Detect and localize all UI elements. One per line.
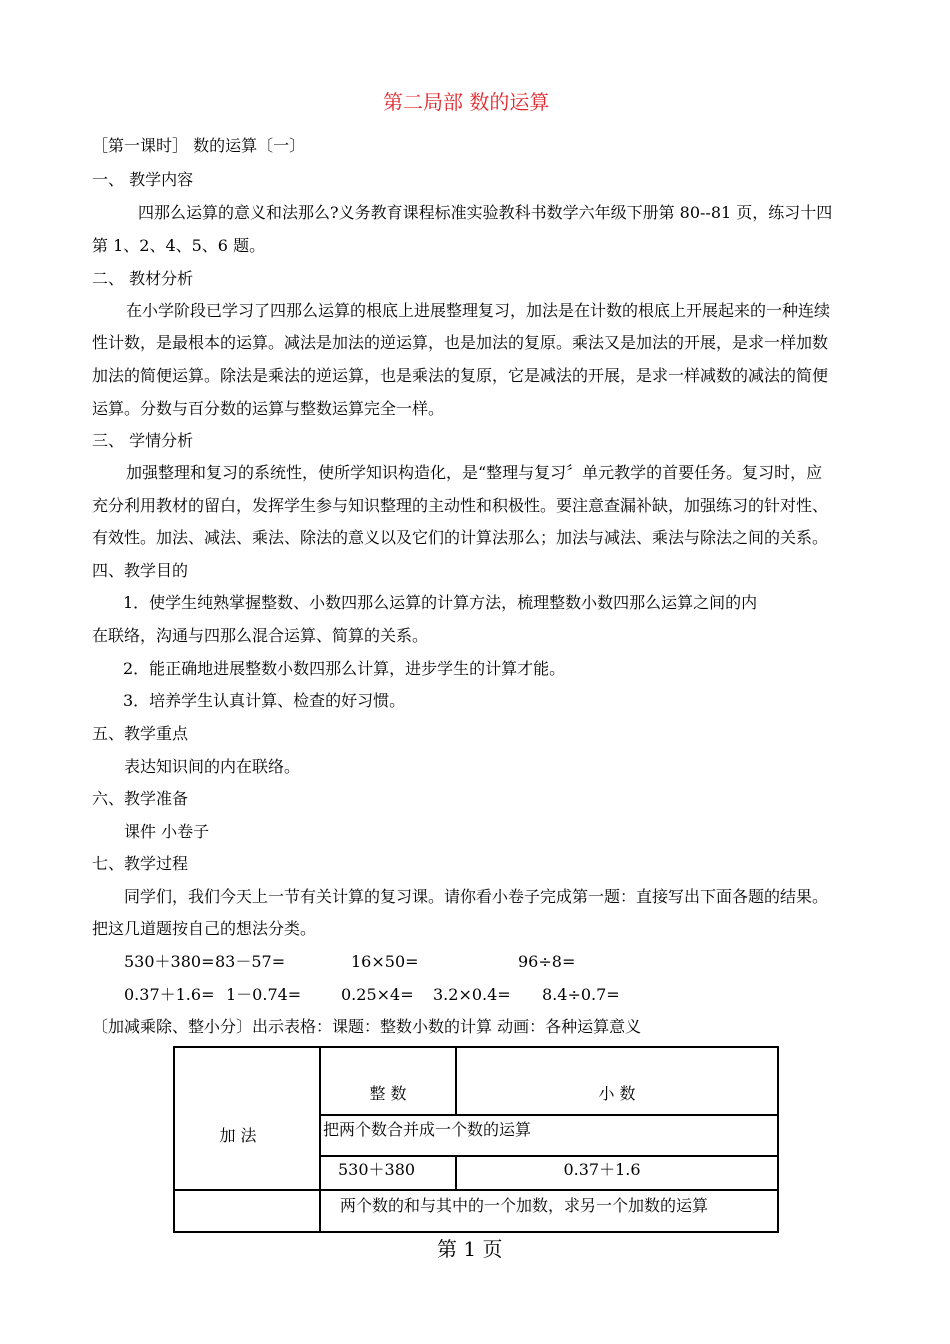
paragraph-line: 性计数，是最根本的运算。减法是加法的逆运算，也是加法的复原。乘法又是加法的开展，是求一样加数 — [92, 333, 829, 352]
table-border — [777, 1046, 779, 1233]
table-cell-decimal-example: 0.37＋1.6 — [563, 1160, 641, 1179]
section-heading: 六、教学准备 — [92, 789, 189, 808]
table-border — [455, 1046, 457, 1116]
paragraph-line: 表达知识间的内在联络。 — [124, 757, 301, 776]
paragraph-line: 运算。分数与百分数的运算与整数运算完全一样。 — [92, 399, 445, 418]
exercise: 96÷8= — [518, 952, 576, 971]
table-header-integer: 整 数 — [369, 1084, 407, 1103]
exercise: 0.37＋1.6= — [124, 985, 215, 1004]
paragraph-line: 四那么运算的意义和法那么?义务教育课程标准实验教科书数学六年级下册第 80--81 页，练习十四 — [138, 203, 833, 222]
table-border — [173, 1231, 779, 1233]
table-border — [319, 1155, 779, 1157]
table-cell-inverse: 两个数的和与其中的一个加数，求另一个加数的运算 — [340, 1196, 709, 1215]
section-heading: 二、 教材分析 — [92, 269, 194, 288]
paragraph-line: 在小学阶段已学习了四那么运算的根底上进展整理复习，加法是在计数的根底上开展起来的一种连续 — [126, 301, 831, 320]
exercise: 3.2×0.4= — [433, 985, 511, 1004]
exercise: 1－0.74= — [226, 985, 302, 1004]
paragraph-line: 加法的简便运算。除法是乘法的逆运算，也是乘法的复原，它是减法的开展，是求一样减数的减法的简便 — [92, 366, 829, 385]
exercise: 83－57= — [215, 952, 286, 971]
paragraph-line: 课件 小卷子 — [124, 822, 210, 841]
section-heading: 七、教学过程 — [92, 854, 189, 873]
paragraph-line: 有效性。加法、减法、乘法、除法的意义以及它们的计算法那么；加法与减法、乘法与除法之间的关系。 — [92, 528, 829, 547]
exercise: 16×50= — [351, 952, 419, 971]
section-heading: 四、教学目的 — [92, 561, 189, 580]
section-heading: 三、 学情分析 — [92, 431, 194, 450]
paragraph-line: 第 1、2、4、5、6 题。 — [92, 236, 266, 255]
paragraph-line: 在联络，沟通与四那么混合运算、简算的关系。 — [92, 626, 429, 645]
paragraph-line: 2．能正确地进展整数小数四那么计算，进步学生的计算才能。 — [123, 659, 566, 678]
table-border — [173, 1189, 779, 1191]
exercise: 530＋380= — [124, 952, 215, 971]
paragraph-line: 1．使学生纯熟掌握整数、小数四那么运算的计算方法，梳理整数小数四那么运算之间的内 — [123, 593, 758, 612]
table-cell-meaning: 把两个数合并成一个数的运算 — [323, 1120, 532, 1139]
table-border — [319, 1046, 321, 1233]
paragraph-line: 同学们，我们今天上一节有关计算的复习课。请你看小卷子完成第一题：直接写出下面各题的结果。 — [124, 887, 829, 906]
exercise: 8.4÷0.7= — [542, 985, 620, 1004]
paragraph-line: 把这几道题按自己的想法分类。 — [92, 919, 317, 938]
page-number: 第 1 页 — [437, 1237, 503, 1261]
table-border — [319, 1114, 779, 1116]
exercise: 0.25×4= — [341, 985, 414, 1004]
table-header-decimal: 小 数 — [598, 1084, 636, 1103]
lesson-label: ［第一课时］ 数的运算〔一〕 — [92, 136, 306, 155]
page-title: 第二局部 数的运算 — [383, 90, 550, 114]
section-heading: 五、教学重点 — [92, 724, 189, 743]
table-row-label: 加 法 — [219, 1126, 257, 1145]
paragraph-line: 加强整理和复习的系统性，使所学知识构造化，是“整理与复习〞单元教学的首要任务。复习时，应 — [126, 463, 823, 482]
table-border — [173, 1046, 779, 1048]
table-cell-integer-example: 530＋380 — [338, 1160, 416, 1179]
table-intro: 〔加减乘除、整小分〕出示表格：课题：整数小数的计算 动画：各种运算意义 — [92, 1017, 642, 1036]
section-heading: 一、 教学内容 — [92, 170, 194, 189]
paragraph-line: 充分利用教材的留白，发挥学生参与知识整理的主动性和积极性。要注意查漏补缺，加强练习的针对性、 — [92, 496, 829, 515]
paragraph-line: 3．培养学生认真计算、检查的好习惯。 — [123, 691, 406, 710]
